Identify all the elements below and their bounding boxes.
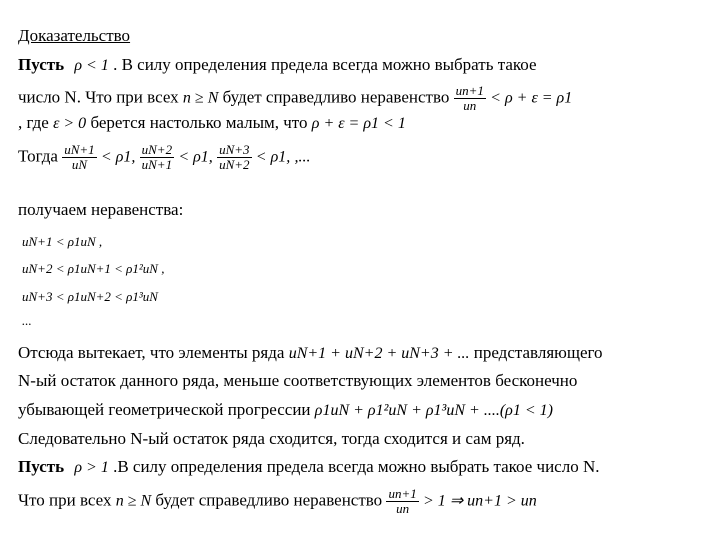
para-5 [18, 457, 600, 478]
rho1-def: ρ + ε = ρ1 < 1 [311, 115, 406, 132]
word-togda: Тогда [18, 146, 58, 166]
para-3 [18, 400, 553, 421]
line-1-text: . В силу определения предела всегда можно выбрать такое [113, 55, 537, 74]
cond-n-ge-N: n ≥ N [182, 89, 219, 107]
tail-dots: ,... [294, 148, 311, 166]
para-1-text2: представляющего [473, 343, 603, 362]
para-5-text: .В силу определения предела всегда можно выбрать такое число N. [113, 457, 600, 476]
rel-1: < ρ1, [100, 148, 136, 166]
line-5: получаем неравенства: [18, 200, 184, 219]
ratio-rhs-2: > 1 ⇒ un+1 > un [422, 492, 537, 510]
line-2-text: число N. Что при всех [18, 87, 179, 107]
ratio-rhs: < ρ + ε = ρ1 [490, 89, 573, 107]
line-2 [18, 84, 572, 113]
rel-3: < ρ1, [255, 148, 291, 166]
para-2: N-ый остаток данного ряда, меньше соответствующих элементов бесконечно [18, 371, 578, 390]
inequality-3: uN+3 < ρ1uN+2 < ρ1³uN [22, 289, 158, 304]
line-3 [18, 113, 406, 134]
cond-rho-lt-1: ρ < 1 [74, 57, 109, 74]
dots: ... [22, 313, 32, 328]
cond-rho-gt-1: ρ > 1 [74, 459, 109, 476]
series: uN+1 + uN+2 + uN+3 + ... [288, 345, 470, 362]
word-pust-2: Пусть [18, 457, 65, 476]
word-pust: Пусть [18, 55, 65, 74]
fraction-2: $\frac{uN+2}{uN+1}$ [141, 142, 173, 172]
geom-progression: ρ1uN + ρ1²uN + ρ1³uN + ....(ρ1 < 1) [314, 402, 553, 419]
para-6 [18, 487, 537, 516]
ratio-fraction-2: $\frac{un+1}{un}$ [388, 486, 417, 516]
para-3-text: убывающей геометрической прогрессии [18, 400, 311, 419]
line-3-text: , где [18, 113, 49, 132]
para-4: Следовательно N-ый остаток ряда сходится, тогда сходится и сам ряд. [18, 429, 525, 448]
para-1-text: Отсюда вытекает, что элементы ряда [18, 343, 285, 362]
para-6-text2: будет справедливо неравенство [155, 490, 383, 510]
line-2-text2: будет справедливо неравенство [222, 87, 450, 107]
para-1 [18, 343, 603, 364]
fraction-3: $\frac{uN+3}{uN+2}$ [219, 142, 250, 172]
page-title: Доказательство [18, 26, 131, 45]
rel-2: < ρ1, [178, 148, 213, 166]
inequality-1: uN+1 < ρ1uN , [22, 234, 103, 249]
cond-n-ge-N-2: n ≥ N [115, 492, 152, 510]
line-4 [18, 143, 311, 172]
line-3-text2: берется настолько малым, что [90, 113, 308, 132]
ratio-fraction: $\frac{un+1}{un}$ [455, 83, 484, 113]
para-6-text: Что при всех [18, 490, 112, 510]
fraction-1: $\frac{uN+1}{uN}$ [64, 142, 95, 172]
cond-eps: ε > 0 [53, 115, 87, 132]
line-1 [18, 55, 537, 76]
inequality-2: uN+2 < ρ1uN+1 < ρ1²uN , [22, 261, 165, 276]
